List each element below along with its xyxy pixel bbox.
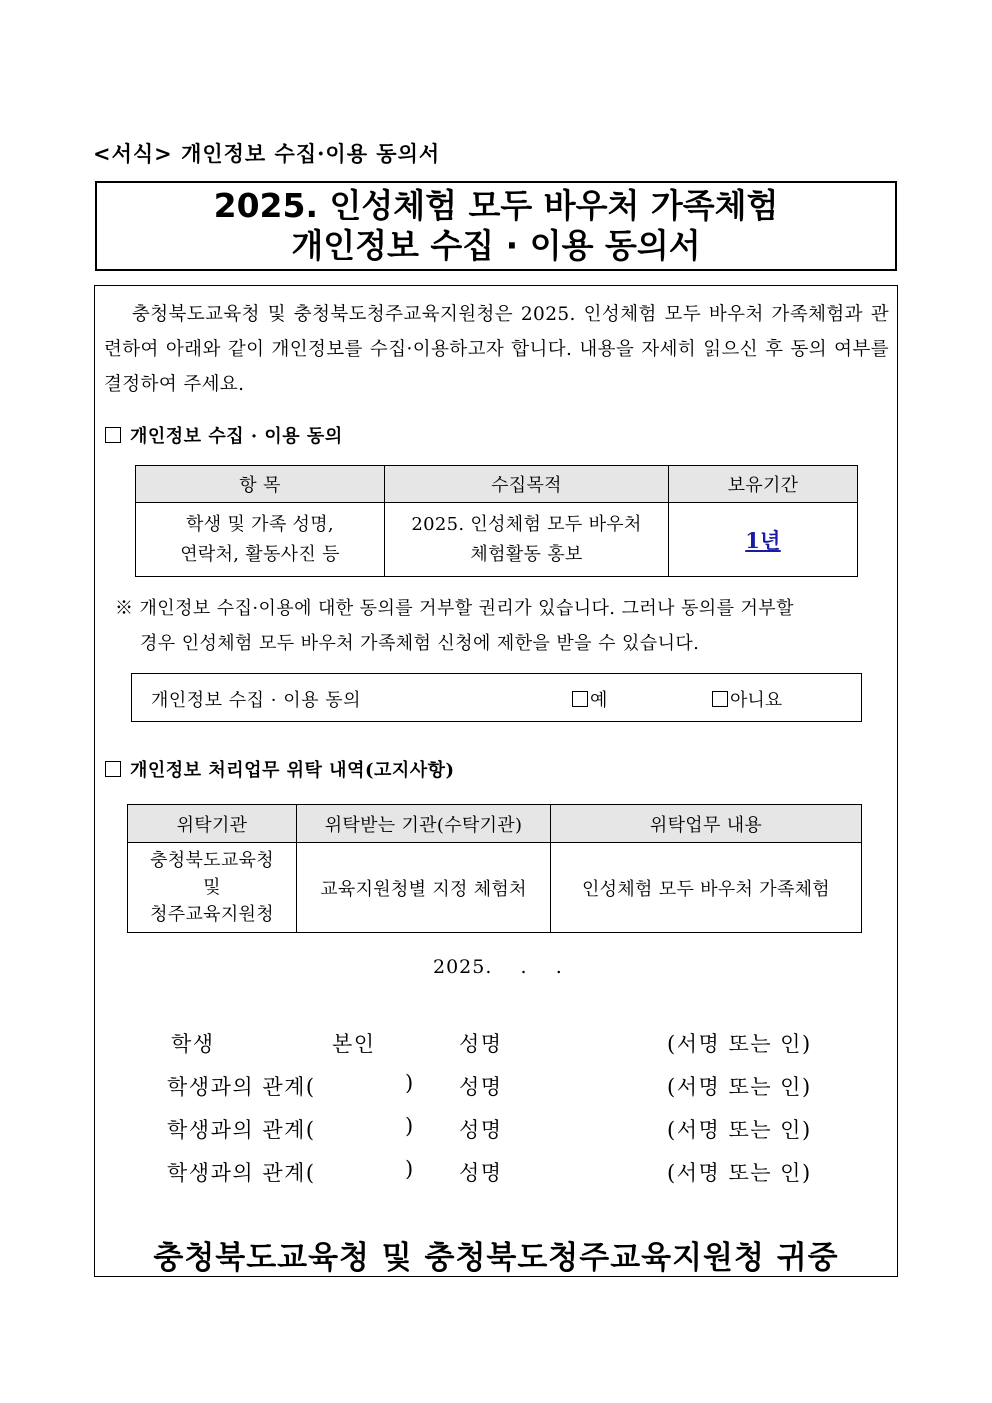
intro-text: 충청북도교육청 및 충청북도청주교육지원청은 2025. 인성체험 모두 바우처 가족체험과 관련하여 아래와 같이 개인정보를 수집·이용하고자 합니다. 내용을 자세히 읽으신 후 동의 여부를 결정하여 주세요. bbox=[104, 304, 889, 395]
document-title-line1: 2025. 인성체험 모두 바우처 가족체험 bbox=[213, 186, 779, 225]
sig-role-b: ) bbox=[405, 1071, 415, 1095]
collection-table bbox=[135, 465, 858, 577]
document-title-box bbox=[95, 181, 897, 271]
consent-yes-option[interactable] bbox=[572, 686, 607, 712]
header-items: 항 목 bbox=[136, 466, 385, 503]
cell-retention bbox=[669, 503, 858, 577]
section-entrust-title: 개인정보 처리업무 위탁 내역(고지사항) bbox=[130, 760, 455, 781]
document-title-line2: 개인정보 수집 · 이용 동의서 bbox=[291, 226, 701, 265]
consent-form-body bbox=[94, 285, 898, 1277]
sig-role-b: 본인 bbox=[332, 1032, 376, 1056]
sig-sign-label: (서명 또는 인) bbox=[667, 1118, 812, 1142]
square-bullet-icon bbox=[105, 761, 121, 777]
sig-name-label: 성명 bbox=[459, 1118, 503, 1142]
sig-sign-label: (서명 또는 인) bbox=[667, 1075, 812, 1099]
sig-sign-label: (서명 또는 인) bbox=[667, 1032, 812, 1056]
notice-line2: 경우 인성체험 모두 바우처 가족체험 신청에 제한을 받을 수 있습니다. bbox=[140, 633, 700, 654]
sig-role-b: ) bbox=[405, 1157, 415, 1181]
sig-name-label: 성명 bbox=[459, 1075, 503, 1099]
cell-task: 인성체험 모두 바우처 가족체험 bbox=[551, 843, 862, 933]
date-line: 2025. . . bbox=[433, 956, 563, 978]
purpose-line1: 2025. 인성체험 모두 바우처 bbox=[411, 513, 642, 535]
sig-sign-label: (서명 또는 인) bbox=[667, 1161, 812, 1185]
entrustor-line3: 청주교육지원청 bbox=[150, 904, 274, 925]
sig-role-a: 학생 bbox=[171, 1032, 215, 1056]
entrust-table bbox=[127, 804, 862, 933]
retention-link[interactable]: 1년 bbox=[745, 527, 781, 553]
consent-choice-box bbox=[131, 673, 862, 722]
checkbox-yes[interactable] bbox=[572, 691, 588, 707]
header-purpose: 수집목적 bbox=[385, 466, 669, 503]
header-task: 위탁업무 내용 bbox=[551, 805, 862, 843]
entrustor-line1: 충청북도교육청 bbox=[150, 850, 274, 871]
square-bullet-icon bbox=[105, 427, 121, 443]
consent-yes-label: 예 bbox=[590, 690, 608, 711]
consent-no-option[interactable] bbox=[712, 686, 782, 712]
sig-role-a: 학생과의 관계( bbox=[167, 1161, 316, 1185]
refusal-notice bbox=[115, 591, 890, 661]
section-collection-title: 개인정보 수집 · 이용 동의 bbox=[130, 426, 343, 447]
header-trustee: 위탁받는 기관(수탁기관) bbox=[297, 805, 551, 843]
sig-name-label: 성명 bbox=[459, 1032, 503, 1056]
header-entrustor: 위탁기관 bbox=[128, 805, 297, 843]
cell-entrustor bbox=[128, 843, 297, 933]
section-entrust-heading bbox=[105, 756, 455, 782]
purpose-line2: 체험활동 홍보 bbox=[470, 543, 583, 565]
sig-name-label: 성명 bbox=[459, 1161, 503, 1185]
cell-purpose bbox=[385, 503, 669, 577]
sig-role-a: 학생과의 관계( bbox=[167, 1075, 316, 1099]
consent-no-label: 아니요 bbox=[730, 690, 783, 711]
items-line2: 연락처, 활동사진 등 bbox=[180, 543, 340, 565]
consent-label: 개인정보 수집 · 이용 동의 bbox=[151, 690, 361, 711]
notice-line1: ※ 개인정보 수집·이용에 대한 동의를 거부할 권리가 있습니다. 그러나 동의를 거부할 bbox=[115, 598, 794, 619]
form-label: <서식> 개인정보 수집·이용 동의서 bbox=[93, 141, 441, 166]
section-collection-heading bbox=[105, 422, 343, 448]
intro-paragraph bbox=[104, 297, 889, 402]
sig-role-b: ) bbox=[405, 1114, 415, 1138]
checkbox-no[interactable] bbox=[712, 691, 728, 707]
addressee-footer: 충청북도교육청 및 충청북도청주교육지원청 귀중 bbox=[153, 1240, 839, 1276]
items-line1: 학생 및 가족 성명, bbox=[186, 513, 334, 535]
entrustor-line2: 및 bbox=[203, 877, 221, 898]
cell-trustee: 교육지원청별 지정 체험처 bbox=[297, 843, 551, 933]
header-retention: 보유기간 bbox=[669, 466, 858, 503]
cell-items bbox=[136, 503, 385, 577]
sig-role-a: 학생과의 관계( bbox=[167, 1118, 316, 1142]
